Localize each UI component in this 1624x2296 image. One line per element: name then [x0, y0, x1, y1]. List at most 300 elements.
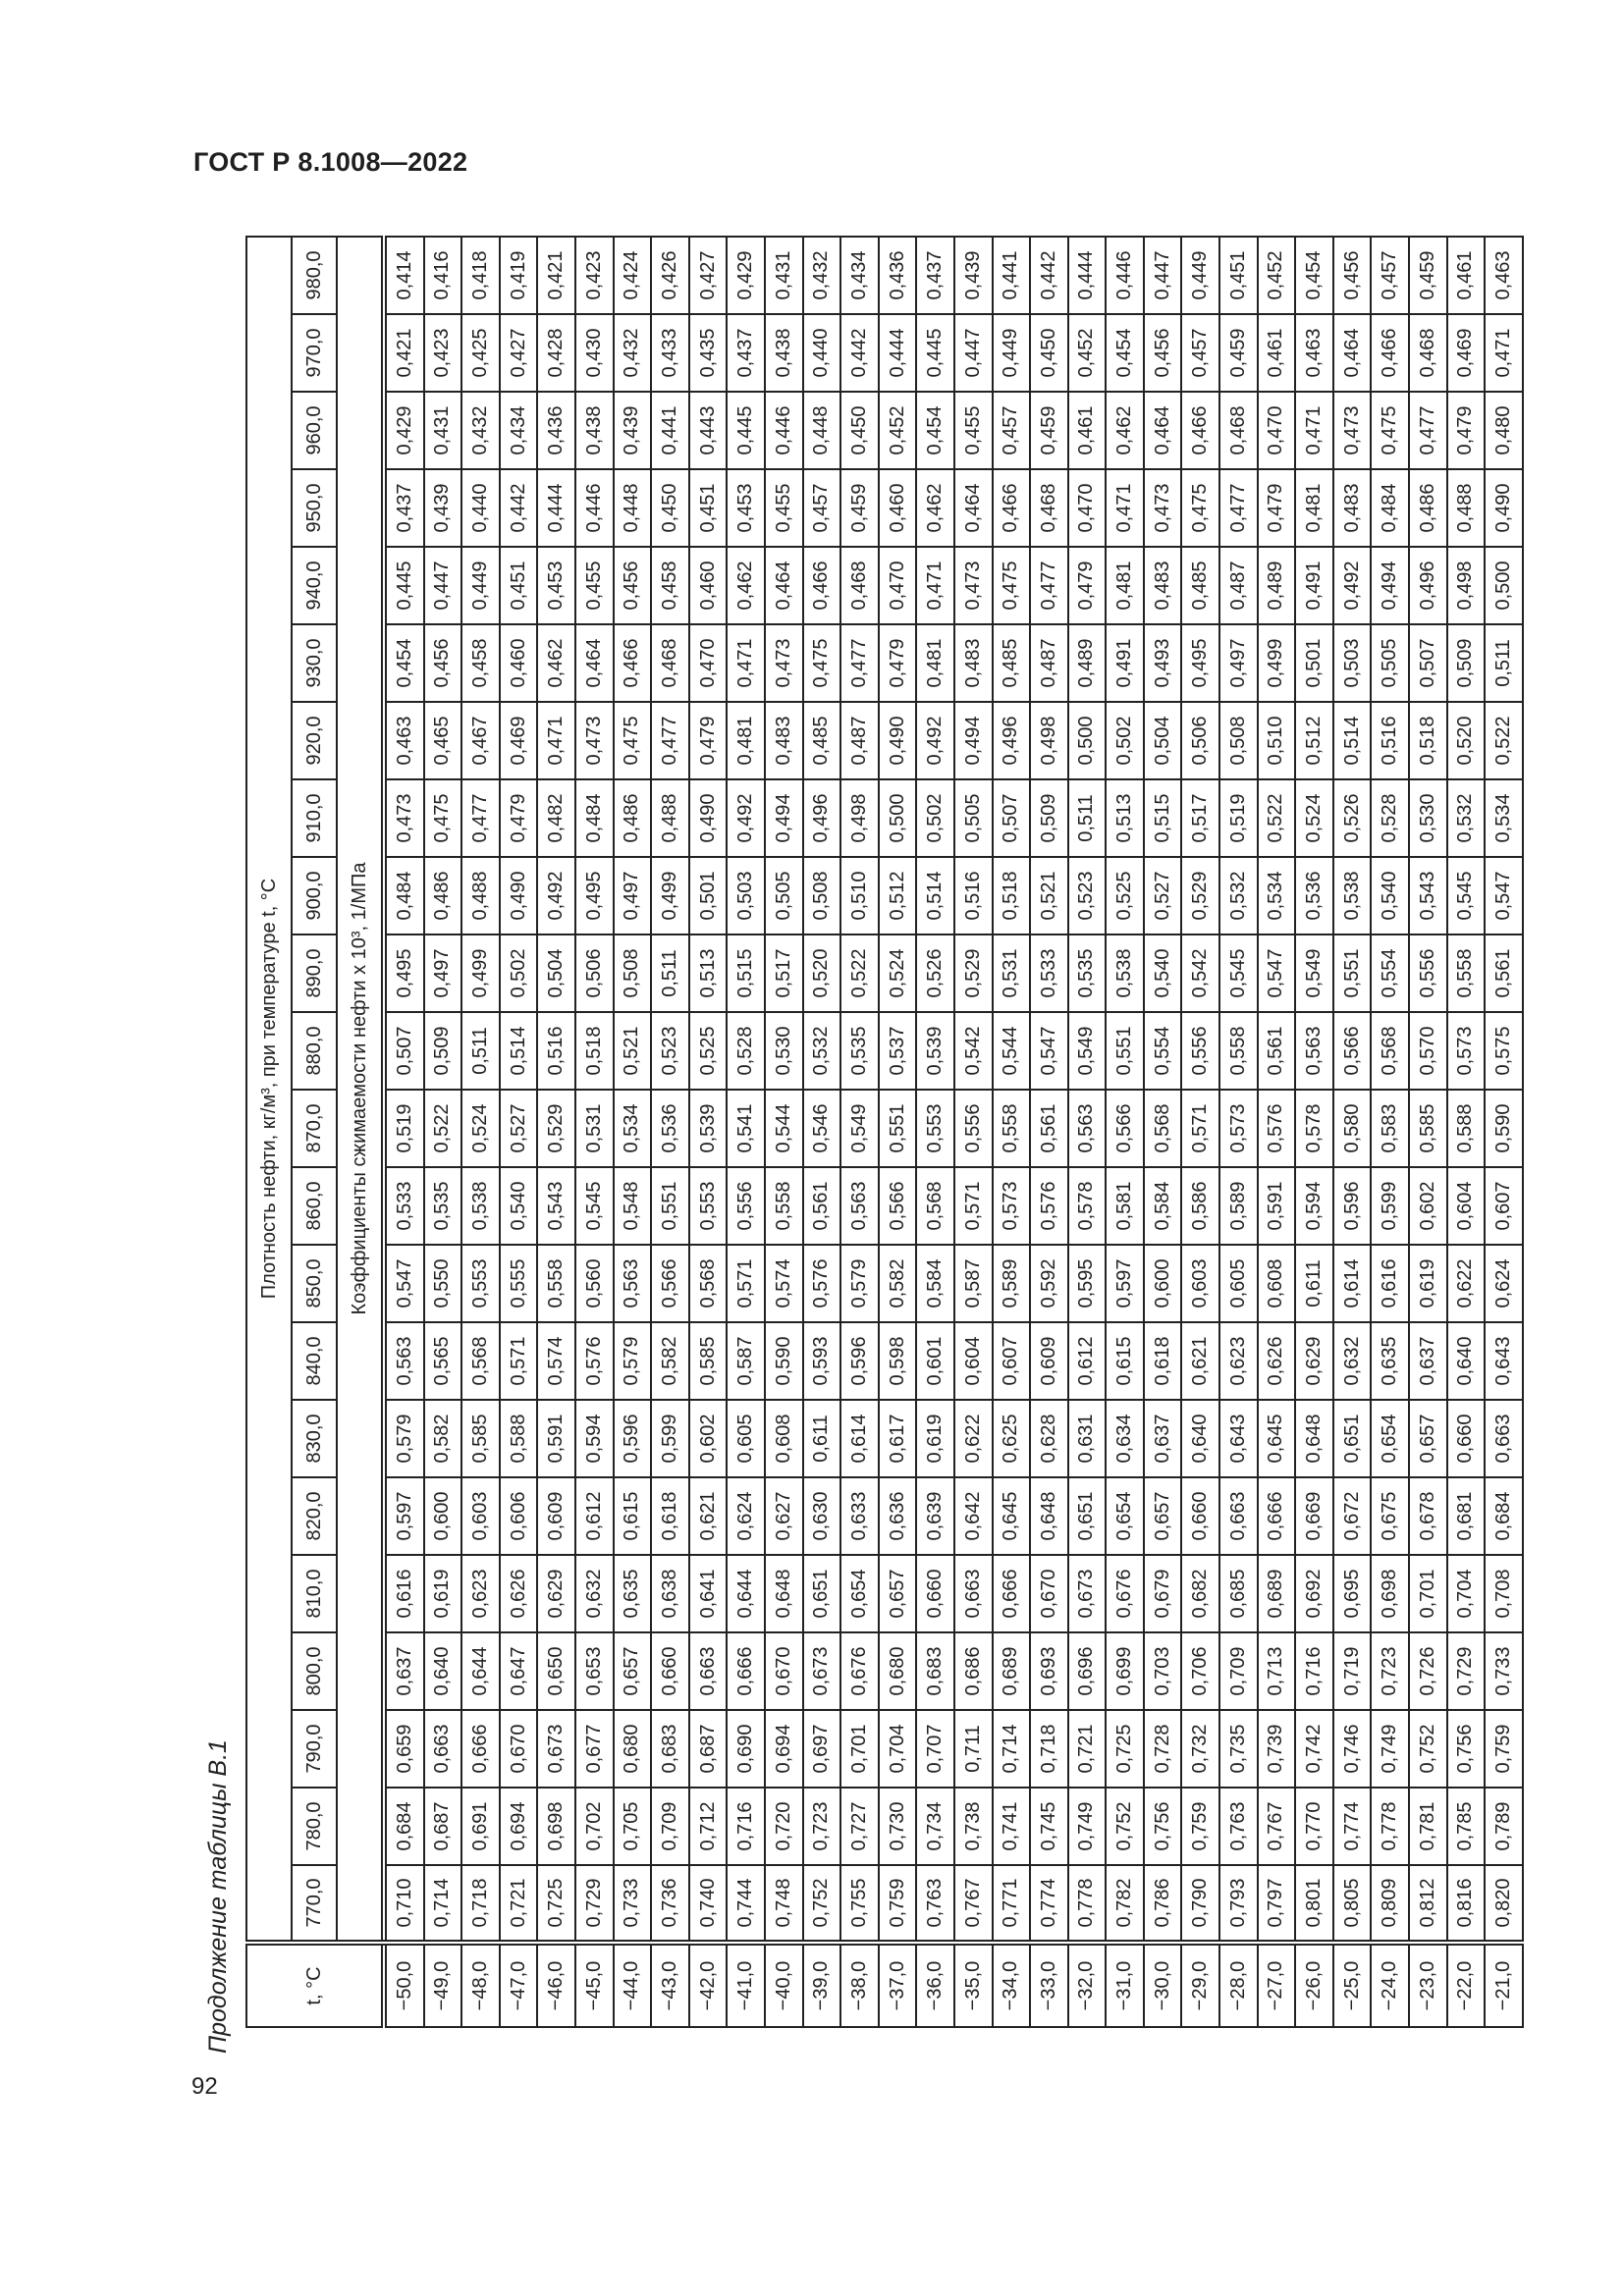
compressibility-cell: 0,778 [1371, 1788, 1409, 1865]
table-row [1068, 237, 1107, 2027]
compressibility-cell: 0,579 [840, 1245, 879, 1322]
compressibility-cell: 0,514 [916, 857, 954, 934]
compressibility-cell: 0,460 [879, 469, 917, 547]
compressibility-cell: 0,619 [916, 1400, 954, 1477]
density-column-header: 980,0 [292, 237, 337, 314]
compressibility-cell: 0,591 [1258, 1167, 1296, 1245]
compressibility-cell: 0,437 [384, 469, 424, 547]
compressibility-cell: 0,528 [1371, 779, 1409, 857]
compressibility-cell: 0,455 [575, 547, 614, 624]
temperature-cell: −47,0 [500, 1943, 538, 2027]
compressibility-cell: 0,416 [424, 237, 462, 314]
compressibility-cell: 0,696 [1068, 1632, 1107, 1710]
compressibility-cell: 0,637 [384, 1632, 424, 1710]
temperature-cell: −31,0 [1106, 1943, 1144, 2027]
compressibility-cell: 0,641 [689, 1555, 728, 1632]
compressibility-cell: 0,713 [1258, 1632, 1296, 1710]
compressibility-cell: 0,681 [1447, 1477, 1486, 1555]
compressibility-cell: 0,689 [1258, 1555, 1296, 1632]
compressibility-cell: 0,624 [727, 1477, 765, 1555]
compressibility-cell: 0,454 [1295, 237, 1333, 314]
compressibility-cell: 0,704 [1447, 1555, 1486, 1632]
compressibility-cell: 0,738 [954, 1788, 993, 1865]
compressibility-cell: 0,602 [1409, 1167, 1447, 1245]
compressibility-cell: 0,495 [1181, 624, 1219, 702]
compressibility-cell: 0,716 [1295, 1632, 1333, 1710]
compressibility-cell: 0,782 [1106, 1865, 1144, 1943]
compressibility-cell: 0,748 [765, 1865, 803, 1943]
compressibility-cell: 0,585 [689, 1322, 728, 1400]
compressibility-cell: 0,706 [1181, 1632, 1219, 1710]
compressibility-cell: 0,714 [993, 1710, 1031, 1788]
compressibility-cell: 0,463 [1485, 237, 1523, 314]
compressibility-cell: 0,529 [1181, 857, 1219, 934]
compressibility-cell: 0,675 [1371, 1477, 1409, 1555]
compressibility-cell: 0,749 [1371, 1710, 1409, 1788]
compressibility-cell: 0,612 [575, 1477, 614, 1555]
compressibility-cell: 0,504 [1144, 702, 1182, 779]
compressibility-cell: 0,657 [1144, 1477, 1182, 1555]
compressibility-cell: 0,618 [1144, 1322, 1182, 1400]
compressibility-cell: 0,479 [1068, 547, 1107, 624]
temperature-cell: −34,0 [993, 1943, 1031, 2027]
compressibility-cell: 0,571 [727, 1245, 765, 1322]
compressibility-cell: 0,439 [954, 237, 993, 314]
compressibility-cell: 0,489 [1258, 547, 1296, 624]
compressibility-cell: 0,485 [803, 702, 841, 779]
temperature-cell: −28,0 [1219, 1943, 1258, 2027]
compressibility-cell: 0,497 [1219, 624, 1258, 702]
compressibility-cell: 0,450 [651, 469, 689, 547]
compressibility-cell: 0,582 [651, 1322, 689, 1400]
compressibility-cell: 0,542 [1181, 934, 1219, 1012]
temperature-cell: −42,0 [689, 1943, 728, 2027]
compressibility-cell: 0,759 [879, 1865, 917, 1943]
compressibility-cell: 0,452 [879, 392, 917, 469]
compressibility-cell: 0,518 [575, 1012, 614, 1090]
compressibility-cell: 0,516 [954, 857, 993, 934]
compressibility-cell: 0,568 [689, 1245, 728, 1322]
table-row [1447, 237, 1486, 2027]
compressibility-cell: 0,660 [916, 1555, 954, 1632]
compressibility-cell: 0,633 [840, 1477, 879, 1555]
compressibility-cell: 0,730 [879, 1788, 917, 1865]
compressibility-cell: 0,486 [614, 779, 652, 857]
compressibility-cell: 0,587 [727, 1322, 765, 1400]
compressibility-cell: 0,598 [879, 1322, 917, 1400]
compressibility-cell: 0,576 [803, 1245, 841, 1322]
temperature-cell: −49,0 [424, 1943, 462, 2027]
compressibility-cell: 0,583 [1371, 1090, 1409, 1167]
compressibility-cell: 0,670 [500, 1710, 538, 1788]
compressibility-cell: 0,542 [954, 1012, 993, 1090]
compressibility-cell: 0,491 [1106, 624, 1144, 702]
compressibility-cell: 0,756 [1144, 1788, 1182, 1865]
compressibility-cell: 0,428 [537, 314, 575, 392]
compressibility-cell: 0,452 [1068, 314, 1107, 392]
compressibility-cell: 0,556 [1181, 1012, 1219, 1090]
compressibility-cell: 0,558 [993, 1090, 1031, 1167]
table-row [575, 237, 614, 2027]
compressibility-cell: 0,502 [916, 779, 954, 857]
compressibility-cell: 0,519 [1219, 779, 1258, 857]
compressibility-cell: 0,663 [1219, 1477, 1258, 1555]
compressibility-cell: 0,563 [1068, 1090, 1107, 1167]
compressibility-cell: 0,659 [384, 1710, 424, 1788]
compressibility-cell: 0,558 [537, 1245, 575, 1322]
compressibility-cell: 0,492 [1333, 547, 1372, 624]
compressibility-cell: 0,561 [1030, 1090, 1068, 1167]
compressibility-cell: 0,522 [1485, 702, 1523, 779]
compressibility-cell: 0,663 [424, 1710, 462, 1788]
compressibility-cell: 0,455 [765, 469, 803, 547]
compressibility-cell: 0,556 [1409, 934, 1447, 1012]
density-column-header: 970,0 [292, 314, 337, 392]
compressibility-cell: 0,622 [954, 1400, 993, 1477]
compressibility-cell: 0,534 [1258, 857, 1296, 934]
compressibility-cell: 0,735 [1219, 1710, 1258, 1788]
compressibility-cell: 0,532 [1219, 857, 1258, 934]
compressibility-cell: 0,479 [879, 624, 917, 702]
compressibility-cell: 0,781 [1409, 1788, 1447, 1865]
temperature-cell: −39,0 [803, 1943, 841, 2027]
table-row [1258, 237, 1296, 2027]
compressibility-cell: 0,436 [537, 392, 575, 469]
compressibility-cell: 0,486 [1409, 469, 1447, 547]
temperature-cell: −23,0 [1409, 1943, 1447, 2027]
compressibility-cell: 0,589 [993, 1245, 1031, 1322]
compressibility-cell: 0,568 [916, 1167, 954, 1245]
compressibility-cell: 0,504 [537, 934, 575, 1012]
temperature-cell: −48,0 [461, 1943, 500, 2027]
compressibility-cell: 0,608 [765, 1400, 803, 1477]
compressibility-cell: 0,516 [1371, 702, 1409, 779]
compressibility-cell: 0,645 [1258, 1400, 1296, 1477]
compressibility-cell: 0,446 [765, 392, 803, 469]
compressibility-cell: 0,573 [1447, 1012, 1486, 1090]
compressibility-cell: 0,785 [1447, 1788, 1486, 1865]
compressibility-cell: 0,490 [500, 857, 538, 934]
compressibility-cell: 0,590 [1485, 1090, 1523, 1167]
compressibility-cell: 0,429 [727, 237, 765, 314]
compressibility-cell: 0,479 [1447, 392, 1486, 469]
temperature-cell: −37,0 [879, 1943, 917, 2027]
compressibility-cell: 0,475 [993, 547, 1031, 624]
compressibility-cell: 0,421 [384, 314, 424, 392]
compressibility-cell: 0,468 [1219, 392, 1258, 469]
compressibility-cell: 0,699 [1106, 1632, 1144, 1710]
compressibility-cell: 0,459 [1409, 237, 1447, 314]
compressibility-cell: 0,466 [1371, 314, 1409, 392]
compressibility-cell: 0,734 [916, 1788, 954, 1865]
compressibility-cell: 0,442 [1030, 237, 1068, 314]
compressibility-cell: 0,508 [1219, 702, 1258, 779]
compressibility-cell: 0,513 [1106, 779, 1144, 857]
compressibility-cell: 0,709 [651, 1788, 689, 1865]
compressibility-cell: 0,744 [727, 1865, 765, 1943]
compressibility-cell: 0,537 [879, 1012, 917, 1090]
compressibility-cell: 0,568 [1371, 1012, 1409, 1090]
compressibility-cell: 0,551 [1333, 934, 1372, 1012]
compressibility-cell: 0,608 [1258, 1245, 1296, 1322]
compressibility-cell: 0,462 [727, 547, 765, 624]
compressibility-cell: 0,654 [1106, 1477, 1144, 1555]
compressibility-cell: 0,645 [993, 1477, 1031, 1555]
compressibility-cell: 0,805 [1333, 1865, 1372, 1943]
temperature-cell: −21,0 [1485, 1943, 1523, 2027]
compressibility-cell: 0,601 [916, 1322, 954, 1400]
compressibility-cell: 0,566 [879, 1167, 917, 1245]
compressibility-cell: 0,686 [954, 1632, 993, 1710]
compressibility-cell: 0,432 [803, 237, 841, 314]
compressibility-cell: 0,452 [1258, 237, 1296, 314]
compressibility-cell: 0,707 [916, 1710, 954, 1788]
compressibility-cell: 0,440 [461, 469, 500, 547]
table-row [1371, 237, 1409, 2027]
temperature-cell: −45,0 [575, 1943, 614, 2027]
compressibility-cell: 0,419 [500, 237, 538, 314]
compressibility-cell: 0,494 [765, 779, 803, 857]
compressibility-cell: 0,468 [651, 624, 689, 702]
compressibility-cell: 0,723 [1371, 1632, 1409, 1710]
compressibility-cell: 0,484 [384, 857, 424, 934]
compressibility-cell: 0,630 [803, 1477, 841, 1555]
compressibility-cell: 0,666 [1258, 1477, 1296, 1555]
compressibility-cell: 0,733 [614, 1865, 652, 1943]
compressibility-cell: 0,716 [727, 1788, 765, 1865]
compressibility-cell: 0,466 [993, 469, 1031, 547]
compressibility-cell: 0,532 [803, 1012, 841, 1090]
compressibility-cell: 0,647 [500, 1632, 538, 1710]
compressibility-cell: 0,657 [614, 1632, 652, 1710]
table-row [537, 237, 575, 2027]
compressibility-cell: 0,554 [1144, 1012, 1182, 1090]
compressibility-cell: 0,687 [689, 1710, 728, 1788]
compressibility-cell: 0,444 [1068, 237, 1107, 314]
compressibility-cell: 0,470 [689, 624, 728, 702]
compressibility-cell: 0,467 [461, 702, 500, 779]
table-caption: Продолжение таблицы В.1 [204, 1739, 232, 2054]
compressibility-cell: 0,449 [1181, 237, 1219, 314]
compressibility-cell: 0,539 [689, 1090, 728, 1167]
compressibility-cell: 0,509 [1030, 779, 1068, 857]
compressibility-cell: 0,458 [461, 624, 500, 702]
compressibility-cell: 0,705 [614, 1788, 652, 1865]
temperature-cell: −24,0 [1371, 1943, 1409, 2027]
compressibility-cell: 0,551 [879, 1090, 917, 1167]
compressibility-cell: 0,603 [461, 1477, 500, 1555]
compressibility-cell: 0,438 [575, 392, 614, 469]
compressibility-cell: 0,666 [461, 1710, 500, 1788]
compressibility-cell: 0,632 [575, 1555, 614, 1632]
compressibility-cell: 0,710 [384, 1865, 424, 1943]
compressibility-cell: 0,466 [803, 547, 841, 624]
compressibility-cell: 0,524 [879, 934, 917, 1012]
compressibility-cell: 0,585 [1409, 1090, 1447, 1167]
compressibility-cell: 0,643 [1485, 1322, 1523, 1400]
compressibility-cell: 0,490 [1485, 469, 1523, 547]
compressibility-cell: 0,533 [384, 1167, 424, 1245]
compressibility-cell: 0,551 [1106, 1012, 1144, 1090]
compressibility-cell: 0,587 [954, 1245, 993, 1322]
compressibility-cell: 0,460 [500, 624, 538, 702]
compressibility-cell: 0,789 [1485, 1788, 1523, 1865]
compressibility-cell: 0,770 [1295, 1788, 1333, 1865]
compressibility-cell: 0,663 [1485, 1400, 1523, 1477]
compressibility-cell: 0,571 [500, 1322, 538, 1400]
table-row [500, 237, 538, 2027]
compressibility-cell: 0,774 [1030, 1865, 1068, 1943]
compressibility-cell: 0,522 [840, 934, 879, 1012]
compressibility-cell: 0,723 [803, 1788, 841, 1865]
compressibility-cell: 0,733 [1485, 1632, 1523, 1710]
compressibility-cell: 0,460 [689, 547, 728, 624]
compressibility-cell: 0,517 [1181, 779, 1219, 857]
compressibility-cell: 0,632 [1333, 1322, 1372, 1400]
table-row [954, 237, 993, 2027]
compressibility-cell: 0,607 [993, 1322, 1031, 1400]
compressibility-cell: 0,471 [1106, 469, 1144, 547]
compressibility-cell: 0,698 [537, 1788, 575, 1865]
density-column-header: 900,0 [292, 857, 337, 934]
table-row [1219, 237, 1258, 2027]
compressibility-cell: 0,500 [1068, 702, 1107, 779]
compressibility-cell: 0,703 [1144, 1632, 1182, 1710]
compressibility-cell: 0,616 [384, 1555, 424, 1632]
compressibility-cell: 0,471 [1295, 392, 1333, 469]
compressibility-cell: 0,549 [1295, 934, 1333, 1012]
compressibility-cell: 0,786 [1144, 1865, 1182, 1943]
compressibility-cell: 0,561 [1258, 1012, 1296, 1090]
compressibility-cell: 0,693 [1030, 1632, 1068, 1710]
compressibility-cell: 0,493 [1144, 624, 1182, 702]
compressibility-cell: 0,501 [1295, 624, 1333, 702]
compressibility-cell: 0,708 [1485, 1555, 1523, 1632]
compressibility-cell: 0,694 [500, 1788, 538, 1865]
table-row [727, 237, 765, 2027]
compressibility-cell: 0,475 [803, 624, 841, 702]
compressibility-cell: 0,551 [651, 1167, 689, 1245]
density-column-header: 840,0 [292, 1322, 337, 1400]
compressibility-cell: 0,574 [765, 1245, 803, 1322]
compressibility-cell: 0,518 [1409, 702, 1447, 779]
compressibility-cell: 0,424 [614, 237, 652, 314]
compressibility-cell: 0,527 [1144, 857, 1182, 934]
compressibility-cell: 0,456 [614, 547, 652, 624]
compressibility-cell: 0,606 [500, 1477, 538, 1555]
compressibility-cell: 0,520 [1447, 702, 1486, 779]
compressibility-cell: 0,721 [1068, 1710, 1107, 1788]
compressibility-cell: 0,679 [1144, 1555, 1182, 1632]
compressibility-cell: 0,763 [1219, 1788, 1258, 1865]
temperature-cell: −30,0 [1144, 1943, 1182, 2027]
compressibility-cell: 0,511 [1485, 624, 1523, 702]
compressibility-cell: 0,576 [1258, 1090, 1296, 1167]
compressibility-cell: 0,513 [689, 934, 728, 1012]
compressibility-cell: 0,490 [689, 779, 728, 857]
compressibility-cell: 0,615 [614, 1477, 652, 1555]
compressibility-cell: 0,629 [537, 1555, 575, 1632]
compressibility-cell: 0,536 [651, 1090, 689, 1167]
compressibility-cell: 0,576 [1030, 1167, 1068, 1245]
compressibility-cell: 0,614 [1333, 1245, 1372, 1322]
temperature-cell: −46,0 [537, 1943, 575, 2027]
compressibility-cell: 0,643 [1219, 1400, 1258, 1477]
compressibility-cell: 0,561 [1485, 934, 1523, 1012]
compressibility-cell: 0,657 [1409, 1400, 1447, 1477]
compressibility-cell: 0,434 [840, 237, 879, 314]
table-row [879, 237, 917, 2027]
compressibility-cell: 0,604 [954, 1322, 993, 1400]
compressibility-cell: 0,684 [384, 1788, 424, 1865]
compressibility-cell: 0,596 [840, 1322, 879, 1400]
compressibility-cell: 0,458 [651, 547, 689, 624]
compressibility-cell: 0,532 [1447, 779, 1486, 857]
table-row [765, 237, 803, 2027]
temperature-cell: −27,0 [1258, 1943, 1296, 2027]
compressibility-cell: 0,563 [614, 1245, 652, 1322]
compressibility-cell: 0,678 [1409, 1477, 1447, 1555]
compressibility-cell: 0,544 [765, 1090, 803, 1167]
compressibility-cell: 0,651 [803, 1555, 841, 1632]
density-column-header: 770,0 [292, 1865, 337, 1943]
compressibility-cell: 0,588 [1447, 1090, 1486, 1167]
compressibility-cell: 0,468 [1030, 469, 1068, 547]
compressibility-cell: 0,607 [1485, 1167, 1523, 1245]
compressibility-cell: 0,444 [879, 314, 917, 392]
row-header-label: t, °C [302, 1966, 325, 2005]
compressibility-cell: 0,790 [1181, 1865, 1219, 1943]
compressibility-cell: 0,556 [954, 1090, 993, 1167]
density-column-header: 930,0 [292, 624, 337, 702]
compressibility-cell: 0,637 [1144, 1400, 1182, 1477]
compressibility-cell: 0,711 [954, 1710, 993, 1788]
subheader-compressibility: Коэффициенты сжимаемости нефти x 10³, 1/МПа [337, 237, 384, 1943]
compressibility-cell: 0,727 [840, 1788, 879, 1865]
compressibility-cell: 0,530 [765, 1012, 803, 1090]
compressibility-cell: 0,624 [1485, 1245, 1523, 1322]
compressibility-cell: 0,698 [1371, 1555, 1409, 1632]
compressibility-cell: 0,680 [614, 1710, 652, 1788]
compressibility-cell: 0,520 [803, 934, 841, 1012]
compressibility-cell: 0,682 [1181, 1555, 1219, 1632]
compressibility-cell: 0,683 [651, 1710, 689, 1788]
compressibility-cell: 0,621 [1181, 1322, 1219, 1400]
compressibility-cell: 0,448 [803, 392, 841, 469]
compressibility-cell: 0,477 [651, 702, 689, 779]
row-header-temperature [246, 1943, 384, 2027]
compressibility-cell: 0,521 [614, 1012, 652, 1090]
compressibility-cell: 0,759 [1485, 1710, 1523, 1788]
compressibility-cell: 0,545 [575, 1167, 614, 1245]
compressibility-cell: 0,461 [1447, 237, 1486, 314]
table-row [1295, 237, 1333, 2027]
density-column-header: 790,0 [292, 1710, 337, 1788]
compressibility-cell: 0,566 [1106, 1090, 1144, 1167]
density-column-header: 940,0 [292, 547, 337, 624]
compressibility-cell: 0,492 [537, 857, 575, 934]
compressibility-cell: 0,463 [384, 702, 424, 779]
compressibility-cell: 0,448 [614, 469, 652, 547]
compressibility-cell: 0,611 [803, 1400, 841, 1477]
compressibility-cell: 0,445 [916, 314, 954, 392]
compressibility-cell: 0,477 [1409, 392, 1447, 469]
compressibility-cell: 0,538 [1333, 857, 1372, 934]
compressibility-cell: 0,457 [1371, 237, 1409, 314]
compressibility-cell: 0,510 [1258, 702, 1296, 779]
compressibility-cell: 0,427 [500, 314, 538, 392]
compressibility-cell: 0,477 [1219, 469, 1258, 547]
